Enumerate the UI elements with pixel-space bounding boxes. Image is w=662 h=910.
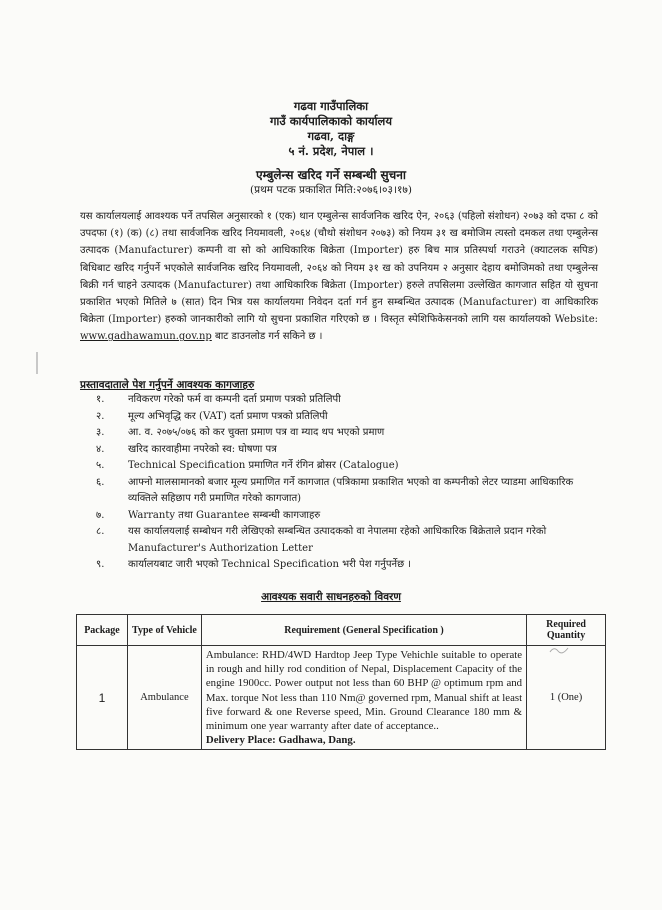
documents-title: प्रस्तावदाताले पेश गर्नुपर्ने आवश्यक कागजाहरु [80, 379, 255, 391]
list-item [96, 508, 601, 525]
table-row [77, 646, 606, 750]
notice-title: एम्बुलेन्स खरिद गर्ने सम्बन्धी सुचना [255, 168, 406, 182]
header-municipality: गढवा गाउँपालिका [293, 99, 369, 113]
notice-subtitle: (प्रथम पटक प्रकाशित मिति:२०७६।०३।१७) [250, 184, 412, 196]
paragraph-text: यस कार्यालयलाई आवश्यक पर्ने तपसिल अनुसारको १ (एक) थान एम्बुलेन्स सार्वजनिक खरिद ऐन, २०६३ (पहिलो संशोधन) २०७३ को दफा ८ को उपदफा (१) (क) (८) तथा सार्वजनिक खरिद नियमावली, २०६४ (चौथो संशोधन २०७३) को नियम ३१ ख बमोजिम त्यस्तो दमकल तथा एम्बुलेन्स उत्पादक (Manufacturer) कम्पनी वा सो को आधिकारिक बिक्रेता (Importer) हरु बिच मात्र प्रतिस्पर्धा गराउने (क्याटलक सपिङ) बिधिबाट खरिद गर्नुपर्ने भएकोले सार्वजनिक खरिद नियमावली, २०६४ को नियम ३१ ख को उपनियम २ अनुसार देहाय बमोजिमको तथा एम्बुलेन्स बिक्री गर्न चाहने उत्पादक (Manufacturer) तथा आधिकारिक बिक्रेता (Importer) हरुले तपसिलमा उल्लेखित कागजात सहित यो सुचना प्रकाशित भएको मितिले ७ (सात) दिन भित्र यस कार्यालयमा निवेदन दर्ता गर्न हुन सम्बन्धित उत्पादक (Manufacturer) वा आधिकारिक बिक्रेता (Importer) हरुको जानकारीको लागि यो सुचना प्रकाशित गरिएको छ । विस्तृत स्पेशिफिकेसनको लागि यस कार्यालयको Website: [80, 211, 598, 326]
cell-type: Ambulance [127, 646, 201, 750]
paragraph-text-end: बाट डाउनलोड गर्न सकिने छ । [211, 331, 323, 343]
list-item-number: ३. [96, 427, 105, 438]
list-item-number: २. [96, 410, 105, 422]
list-item-number: ८. [96, 526, 105, 537]
header-type: Type of Vehicle [127, 615, 201, 646]
header-province: ५ नं. प्रदेश, नेपाल । [288, 144, 374, 158]
list-item-text: आ. व. २०७५/०७६ को कर चुक्ता प्रमाण पत्र वा म्याद थप भएको प्रमाण [128, 427, 385, 438]
documents-list [96, 392, 601, 574]
list-item-text: Warranty तथा Guarantee सम्बन्धी कागजाहरु [128, 509, 321, 521]
delivery-place: Delivery Place: Gadhawa, Dang. [205, 734, 356, 747]
list-item-text: मूल्य अभिवृद्धि कर (VAT) दर्ता प्रमाण पत्रको प्रतिलिपी [128, 410, 328, 422]
header-office: गाउँ कार्यपालिकाको कार्यालय [269, 114, 393, 128]
header-requirement: Requirement (General Specification ) [201, 615, 526, 646]
list-item [96, 458, 601, 475]
list-item-text: Technical Specification प्रमाणित गर्ने रंगिन ब्रोसर (Catalogue) [128, 460, 399, 471]
list-item-number: १. [96, 394, 105, 405]
vehicle-table [76, 614, 606, 750]
list-item-text: नविकरण गरेको फर्म वा कम्पनी दर्ता प्रमाण पत्रको प्रतिलिपी [128, 394, 341, 405]
table-title: आवश्यक सवारी साधनहरुको विवरण [261, 591, 401, 603]
notice-paragraph [80, 208, 598, 346]
list-item [96, 392, 601, 409]
table-header-row [77, 615, 606, 646]
cell-quantity: 1 (One) [527, 646, 606, 750]
list-item [96, 557, 601, 574]
list-item-number: ४. [96, 443, 105, 455]
list-item-number: ६. [96, 476, 105, 488]
list-item-text: यस कार्यालयलाई सम्बोधन गरी लेखिएको सम्बन्धित उत्पादकको वा नेपालमा रहेको आधिकारिक बिक्रेताले प्रदान गरेको Manufacturer's Authorization Letter [128, 526, 547, 554]
list-item-text: आफ्नो मालसामानको बजार मूल्य प्रमाणित गर्ने कागजात (पत्रिकामा प्रकाशित भएको वा कम्पनीको लेटर प्याडमा आधिकारिक व्यक्तिले सहिछाप गरी प्रमाणित गरेको कागजात) [128, 476, 574, 504]
list-item [96, 442, 601, 459]
margin-mark [36, 352, 38, 374]
website-link[interactable]: www.gadhawamun.gov.np [80, 331, 212, 343]
header-quantity: Required Quantity [527, 615, 606, 646]
list-item-number: ७. [96, 509, 105, 521]
requirement-text: Ambulance: RHD/4WD Hardtop Jeep Type Vehichle suitable to operate in rough and hilly rod condition of Nepal, Displacement Capacity of the engine 1900cc. Power output not less than 60 BHP @ optimum rpm and Max. torque Not less than 110 Nm@ governed rpm, Manual shift at least five forward & one Reverse speed, Min. Ground Clearance 180 mm & minimum one year warranty after date of acceptance.. [205, 649, 523, 733]
list-item-text: खरिद कारवाहीमा नपरेको स्व: घोषणा पत्र [128, 443, 277, 455]
list-item [96, 524, 601, 557]
list-item-number: ९. [96, 559, 105, 570]
list-item [96, 425, 601, 442]
list-item [96, 475, 601, 508]
list-item [96, 409, 601, 426]
header-location: गढवा, दाङ्ग [307, 129, 355, 143]
header-package: Package [77, 615, 128, 646]
list-item-text: कार्यालयबाट जारी भएको Technical Specification भरी पेश गर्नुपर्नेछ । [128, 559, 412, 570]
signature-mark [548, 644, 570, 656]
cell-package: 1 [77, 646, 128, 750]
cell-requirement [201, 646, 526, 750]
list-item-number: ५. [96, 460, 105, 471]
